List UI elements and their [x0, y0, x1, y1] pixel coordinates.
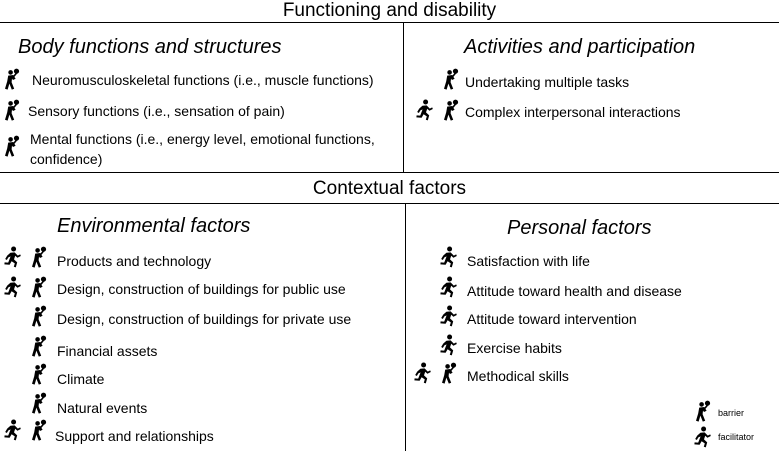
facilitator-icon — [439, 276, 457, 298]
env-item-public-buildings: Design, construction of buildings for public use — [57, 281, 346, 297]
personal-item-exercise: Exercise habits — [467, 340, 562, 356]
env-item-climate: Climate — [57, 371, 105, 387]
env-item-natural-events: Natural events — [57, 400, 148, 416]
barrier-icon — [693, 400, 711, 422]
facilitator-icon — [415, 99, 433, 121]
facilitator-icon — [3, 246, 21, 268]
middle-divider — [0, 172, 779, 173]
legend — [690, 398, 770, 448]
body-item-sensory: Sensory functions (i.e., sensation of pain) — [28, 103, 285, 119]
legend-barrier-label: barrier — [718, 408, 745, 418]
body-item-neuromusculoskeletal: Neuromusculoskeletal functions (i.e., muscle functions) — [32, 72, 374, 88]
body-functions-heading: Body functions and structures — [18, 36, 282, 58]
activities-item-multiple-tasks: Undertaking multiple tasks — [465, 74, 630, 90]
functioning-title: Functioning and disability — [282, 0, 497, 21]
barrier-icon — [29, 335, 47, 357]
env-item-support: Support and relationships — [55, 428, 214, 444]
personal-item-health-attitude: Attitude toward health and disease — [467, 283, 682, 299]
facilitator-icon — [439, 305, 457, 327]
barrier-icon — [2, 135, 20, 157]
barrier-icon — [2, 68, 20, 90]
barrier-icon — [29, 305, 47, 327]
facilitator-icon — [3, 419, 21, 441]
barrier-icon — [29, 276, 47, 298]
contextual-title: Contextual factors — [312, 178, 467, 199]
barrier-icon — [2, 99, 20, 121]
barrier-icon — [29, 419, 47, 441]
body-item-mental: Mental functions (i.e., energy level, emotional functions, confidence) — [30, 131, 375, 167]
env-item-financial: Financial assets — [57, 343, 158, 359]
env-item-products: Products and technology — [57, 253, 212, 269]
top-divider — [0, 22, 779, 23]
facilitator-icon — [439, 334, 457, 356]
personal-item-satisfaction: Satisfaction with life — [467, 253, 590, 269]
facilitator-icon — [693, 426, 711, 448]
env-item-private-buildings: Design, construction of buildings for private use — [57, 311, 352, 327]
facilitator-icon — [439, 246, 457, 268]
barrier-icon — [441, 99, 459, 121]
top-column-divider — [403, 22, 404, 172]
bottom-column-divider — [405, 203, 406, 451]
personal-item-intervention-attitude: Attitude toward intervention — [467, 311, 637, 327]
barrier-icon — [441, 68, 459, 90]
barrier-icon — [29, 392, 47, 414]
barrier-icon — [29, 363, 47, 385]
legend-facilitator-label: facilitator — [718, 432, 755, 442]
facilitator-icon — [413, 362, 431, 384]
contextual-divider — [0, 203, 779, 204]
environmental-heading: Environmental factors — [57, 215, 251, 237]
barrier-icon — [439, 362, 457, 384]
activities-heading: Activities and participation — [464, 36, 696, 58]
activities-item-interpersonal: Complex interpersonal interactions — [465, 104, 681, 120]
facilitator-icon — [3, 276, 21, 298]
personal-item-methodical: Methodical skills — [467, 368, 569, 384]
barrier-icon — [29, 246, 47, 268]
personal-heading: Personal factors — [507, 217, 652, 239]
